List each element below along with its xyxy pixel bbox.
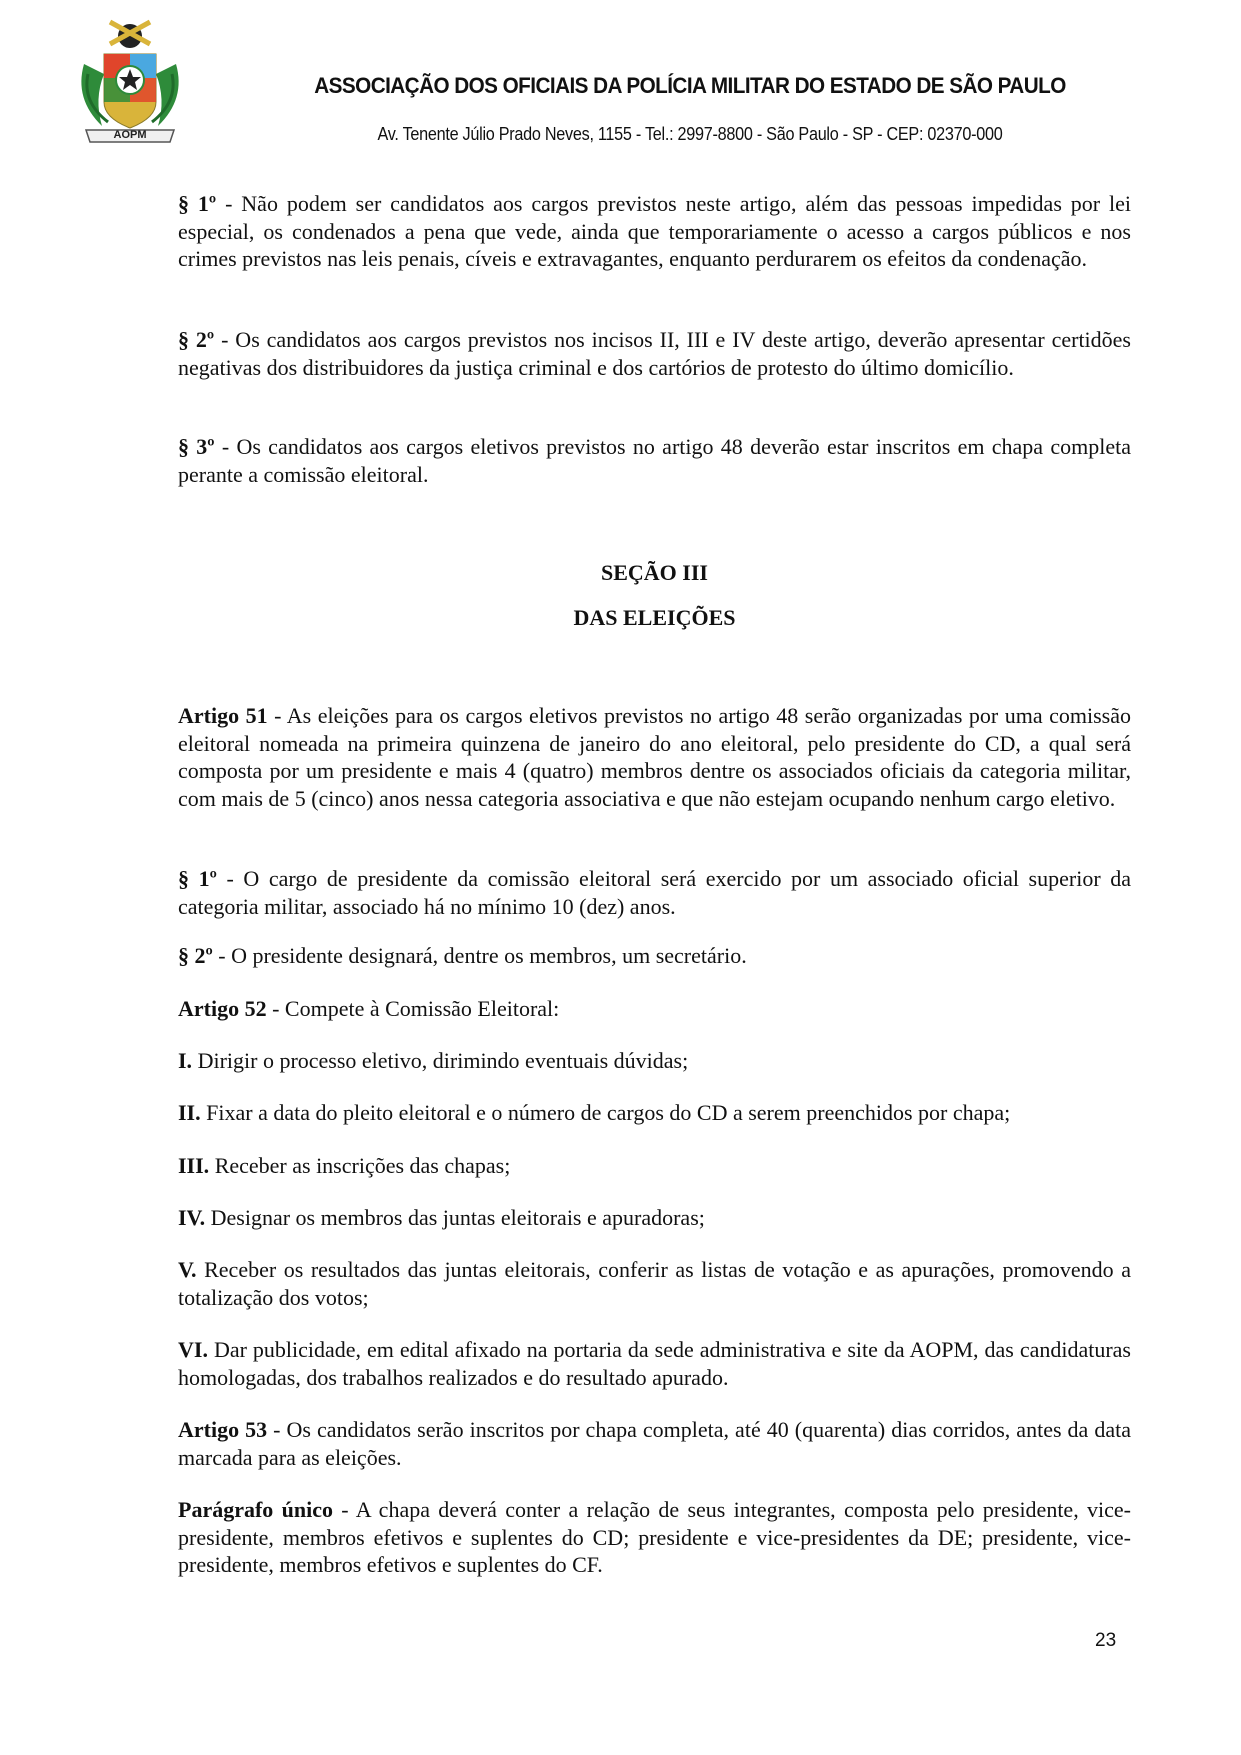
article-52-item-3 [178,1152,1131,1180]
paragraph-text: - A chapa deverá conter a relação de seus integrantes, composta pelo presidente, vice-presidente, membros efetivos e suplentes do CD; presidente e vice-presidentes da DE; presidente, vice-presidente, membros efetivos e suplentes do CF. [178,1497,1131,1578]
paragraph-2 [178,326,1131,381]
item-text: Dirigir o processo eletivo, dirimindo eventuais dúvidas; [192,1048,689,1073]
paragraph-text: - Não podem ser candidatos aos cargos previstos neste artigo, além das pessoas impedidas por lei especial, os condenados a pena que vede, ainda que temporariamente o acesso a cargos públicos e nos crimes previstos nas leis penais, cíveis e extravagantes, enquanto perdurarem os efeitos da condenação. [178,191,1131,272]
article-52-item-2 [178,1099,1131,1127]
aopm-logo [74,14,186,154]
item-label: III. [178,1153,210,1178]
item-text: Dar publicidade, em edital afixado na portaria da sede administrativa e site da AOPM, das candidaturas homologadas, dos trabalhos realizados e do resultado apurado. [178,1337,1131,1390]
item-text: Receber os resultados das juntas eleitorais, conferir as listas de votação e as apurações, promovendo a totalização dos votos; [178,1257,1131,1310]
section-title: DAS ELEIÇÕES [573,605,736,630]
article-52-item-6 [178,1336,1131,1391]
item-label: V. [178,1257,197,1282]
item-text: Fixar a data do pleito eleitoral e o número de cargos do CD a serem preenchidos por chapa; [200,1100,1011,1125]
article-label: Artigo 51 [178,703,268,728]
item-text: Receber as inscrições das chapas; [209,1153,511,1178]
article-52-item-5 [178,1256,1131,1311]
item-label: VI. [178,1337,208,1362]
article-53-sole-paragraph [178,1496,1131,1579]
article-text: - As eleições para os cargos eletivos previstos no artigo 48 serão organizadas por uma comissão eleitoral nomeada na primeira quinzena de janeiro do ano eleitoral, pelo presidente do CD, a qual será composta por um presidente e mais 4 (quatro) membros dentre os associados oficiais da categoria militar, com mais de 5 (cinco) anos nessa categoria associativa e que não estejam ocupando nenhum cargo eletivo. [178,703,1131,811]
page-number: 23 [1095,1630,1117,1651]
article-51 [178,702,1131,812]
item-label: IV. [178,1205,206,1230]
article-52-item-1 [178,1047,1131,1075]
paragraph-label: § 1º [178,866,217,891]
article-51-paragraph-1 [178,865,1131,920]
paragraph-text: - Os candidatos aos cargos previstos nos incisos II, III e IV deste artigo, deverão apresentar certidões negativas dos distribuidores da justiça criminal e dos cartórios de protesto do último domicílio. [178,327,1131,380]
paragraph-text: - O cargo de presidente da comissão eleitoral será exercido por um associado oficial superior da categoria militar, associado há no mínimo 10 (dez) anos. [178,866,1132,919]
logo-label: AOPM [113,129,147,141]
paragraph-3 [178,433,1131,488]
article-label: Artigo 52 [178,996,267,1021]
article-52-item-4 [178,1204,1131,1232]
article-text: - Compete à Comissão Eleitoral: [266,996,560,1021]
paragraph-text: - Os candidatos aos cargos eletivos previstos no artigo 48 deverão estar inscritos em chapa completa perante a comissão eleitoral. [178,434,1131,487]
article-text: - Os candidatos serão inscritos por chapa completa, até 40 (quarenta) dias corridos, antes da data marcada para as eleições. [178,1417,1131,1470]
paragraph-label: Parágrafo único [178,1497,333,1522]
paragraph-label: § 2º [178,943,213,968]
paragraph-1 [178,190,1131,273]
article-label: Artigo 53 [178,1417,268,1442]
article-51-paragraph-2 [178,942,1131,970]
paragraph-label: § 3º [178,434,215,459]
item-label: I. [178,1048,193,1073]
organization-address: Av. Tenente Júlio Prado Neves, 1155 - Tel.: 2997-8800 - São Paulo - SP - CEP: 02370-000 [377,124,1003,144]
article-53 [178,1416,1131,1471]
paragraph-label: § 2º [178,327,215,352]
organization-title: ASSOCIAÇÃO DOS OFICIAIS DA POLÍCIA MILITAR DO ESTADO DE SÃO PAULO [314,73,1066,98]
paragraph-text: - O presidente designará, dentre os membros, um secretário. [212,943,747,968]
article-52 [178,995,1131,1023]
item-text: Designar os membros das juntas eleitorais e apuradoras; [205,1205,705,1230]
item-label: II. [178,1100,201,1125]
paragraph-label: § 1º [178,191,217,216]
section-number: SEÇÃO III [601,560,708,585]
